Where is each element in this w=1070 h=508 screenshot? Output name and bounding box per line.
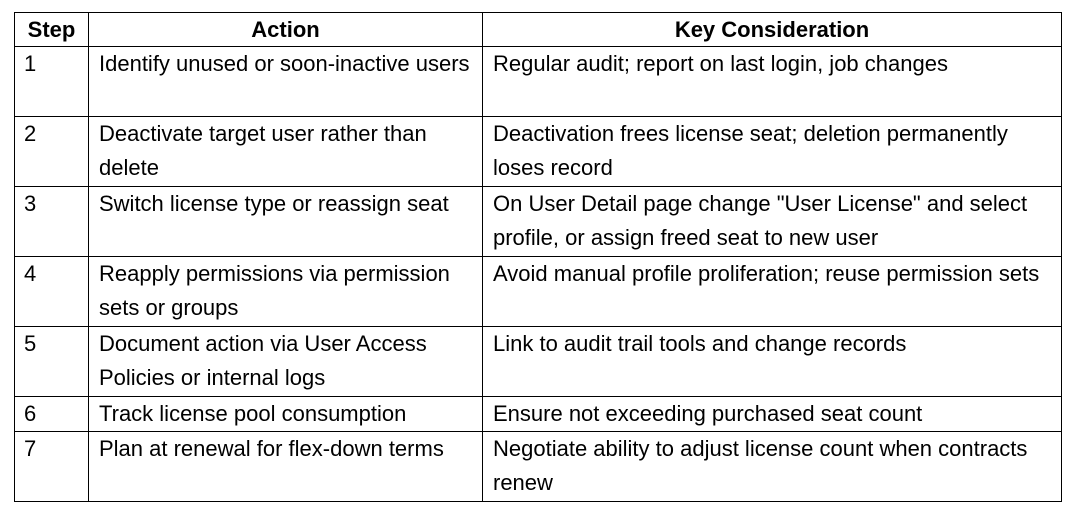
action-cell: Deactivate target user rather than delete (89, 117, 483, 187)
key-consideration-cell: Regular audit; report on last login, job changes (483, 47, 1062, 117)
key-consideration-cell: Avoid manual profile proliferation; reuse permission sets (483, 257, 1062, 327)
table-row (15, 187, 1062, 257)
header-step: Step (15, 13, 89, 47)
header-key-consideration: Key Consideration (483, 13, 1062, 47)
license-steps-table (14, 12, 1062, 502)
action-cell: Plan at renewal for flex-down terms (89, 432, 483, 502)
table-row (15, 257, 1062, 327)
table-row (15, 397, 1062, 432)
table-row (15, 47, 1062, 117)
step-number: 4 (15, 257, 89, 327)
header-action: Action (89, 13, 483, 47)
step-number: 7 (15, 432, 89, 502)
key-consideration-cell: Link to audit trail tools and change records (483, 327, 1062, 397)
action-cell: Identify unused or soon-inactive users (89, 47, 483, 117)
table-row (15, 327, 1062, 397)
key-consideration-cell: Negotiate ability to adjust license count when contracts renew (483, 432, 1062, 502)
table-row (15, 117, 1062, 187)
table-row (15, 432, 1062, 502)
key-consideration-cell: On User Detail page change "User License" and select profile, or assign freed seat to new user (483, 187, 1062, 257)
action-cell: Reapply permissions via permission sets or groups (89, 257, 483, 327)
key-consideration-cell: Ensure not exceeding purchased seat count (483, 397, 1062, 432)
step-number: 5 (15, 327, 89, 397)
step-number: 3 (15, 187, 89, 257)
step-number: 6 (15, 397, 89, 432)
action-cell: Track license pool consumption (89, 397, 483, 432)
license-steps-table-container (14, 12, 1061, 502)
action-cell: Document action via User Access Policies or internal logs (89, 327, 483, 397)
action-cell: Switch license type or reassign seat (89, 187, 483, 257)
key-consideration-cell: Deactivation frees license seat; deletion permanently loses record (483, 117, 1062, 187)
step-number: 2 (15, 117, 89, 187)
step-number: 1 (15, 47, 89, 117)
table-header-row (15, 13, 1062, 47)
